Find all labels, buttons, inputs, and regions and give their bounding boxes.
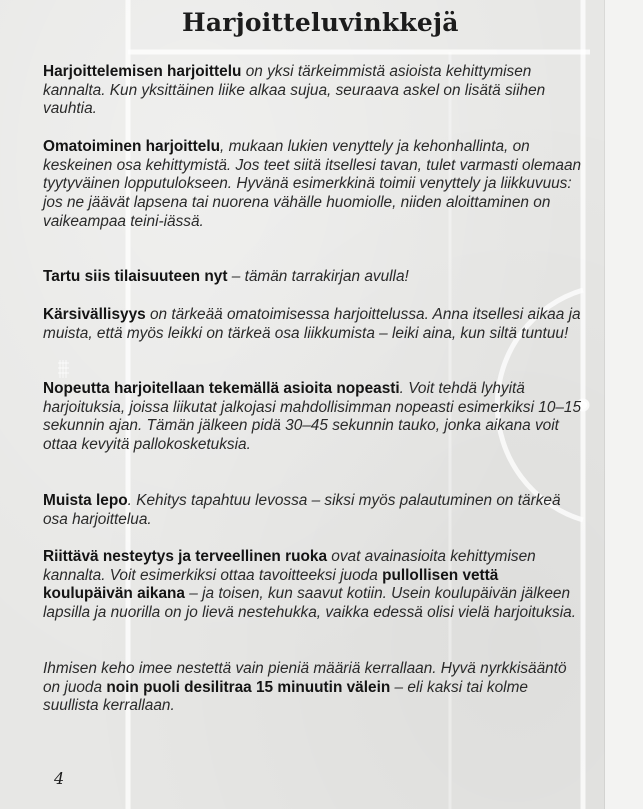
body-text: . Kehitys tapahtuu levossa – siksi myös palautuminen on tärkeä osa harjoittelua. — [43, 492, 561, 528]
page-title: Harjoitteluvinkkejä — [182, 8, 459, 37]
tip-paragraph-6 — [43, 492, 583, 529]
bold-phrase: Riittävä nesteytys ja terveellinen ruoka — [43, 548, 327, 565]
tip-paragraph-5 — [43, 380, 583, 455]
tip-paragraph-8 — [43, 660, 583, 716]
body-text: on tärkeää omatoimisessa harjoittelussa. Anna itsellesi aikaa ja muista, että myös leikki on tärkeä osa liikkumista – leiki aina, kun siltä tuntuu! — [43, 306, 581, 342]
bold-phrase: Muista lepo — [43, 492, 128, 509]
tip-paragraph-1 — [43, 63, 583, 119]
tip-paragraph-7 — [43, 548, 583, 623]
body-text: – eli kaksi tai kolme suullista kerrallaan. — [43, 678, 528, 715]
body-text: . Voit tehdä lyhyitä harjoituksia, joissa liikutat jalkojasi mahdollisimman nopeasti esimerkiksi 10–15 sekunnin ajan. Tämän jälkeen pidä 30–45 sekunnin tauko, jonka aikana voit ottaa kevyitä pallokosketuksia. — [43, 380, 582, 454]
page-number: 4 — [54, 769, 65, 788]
body-text: on yksi tärkeimmistä asioista kehittymisen kannalta. Kun yksittäinen liike alkaa sujua, seuraava askel on lisätä siihen vauhtia. — [43, 63, 546, 118]
bold-phrase: Kärsivällisyys — [43, 306, 146, 323]
body-text: – tämän tarrakirjan avulla! — [227, 268, 409, 285]
bold-phrase: Tartu siis tilaisuuteen nyt — [43, 268, 228, 285]
tip-paragraph-4 — [43, 306, 583, 343]
bold-phrase: Omatoiminen harjoittelu — [43, 138, 221, 155]
body-text: ovat avainasioita kehittymisen kannalta. Voit esimerkiksi ottaa tavoitteeksi juoda — [43, 548, 536, 584]
bold-phrase: Nopeutta harjoitellaan tekemällä asioita nopeasti — [43, 380, 400, 397]
bold-phrase: noin puoli desilitraa 15 minuutin välein — [106, 678, 391, 696]
tip-paragraph-2 — [43, 138, 583, 232]
bold-phrase: pullollisen vettä koulupäivän aikana — [43, 566, 499, 603]
body-text: Ihmisen keho imee nestettä vain pieniä määriä kerrallaan. Hyvä nyrkkisääntö on juoda — [43, 660, 567, 696]
body-text: – ja toisen, kun saavut kotiin. Usein koulupäivän jälkeen lapsilla ja nuorilla on jo lievä nestehukka, vaikka edessä olisi vielä harjoituksia. — [43, 585, 576, 622]
tip-paragraph-3 — [43, 268, 583, 287]
bold-phrase: Harjoittelemisen harjoittelu — [43, 63, 242, 80]
body-text: , mukaan lukien venyttely ja kehonhallinta, on keskeinen osa kehittymistä. Jos teet siitä itsellesi tavan, tulet varmasti olemaan tyytyväinen lopputulokseen. Hyvänä esimerkkinä toimii venyttely ja liikkuvuus: jos ne jäävät lapsena tai nuorena vähälle huomiolle, niiden aloittaminen on vaikeampaa teini-iässä. — [43, 138, 582, 230]
